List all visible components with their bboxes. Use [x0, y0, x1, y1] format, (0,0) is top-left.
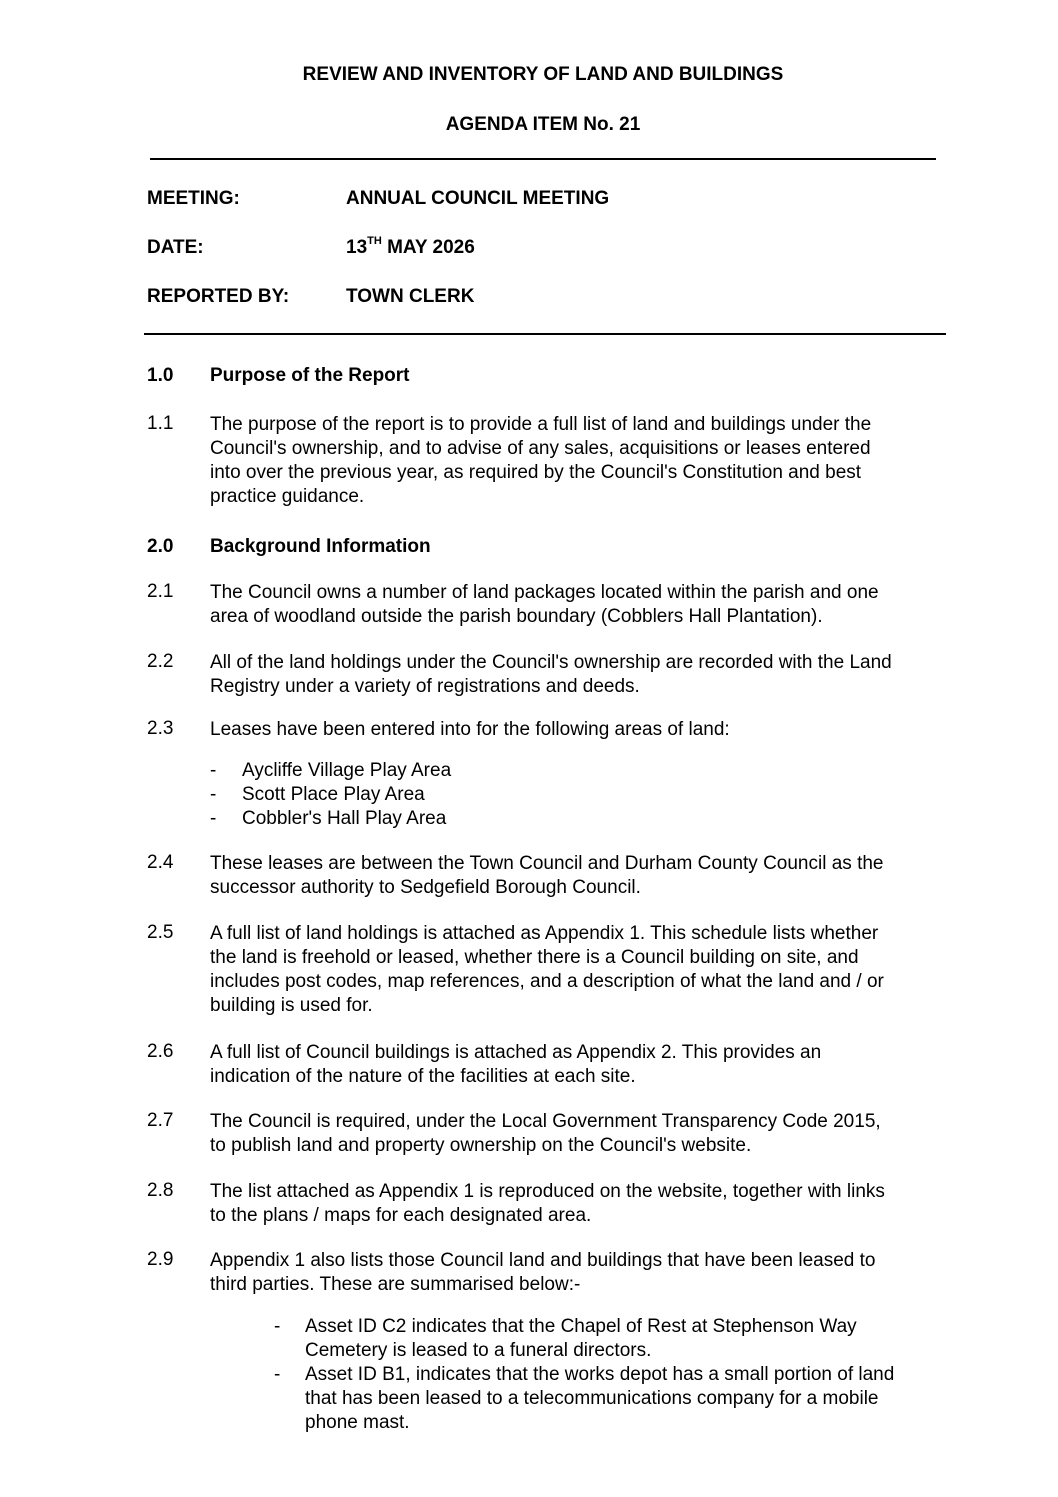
text-line: A full list of Council buildings is attached as Appendix 2. This provides an — [210, 1042, 822, 1063]
list-item — [210, 759, 451, 783]
list-dash: - — [274, 1364, 281, 1385]
paragraph-number: 2.4 — [147, 852, 174, 873]
text-line: Registry under a variety of registrations and deeds. — [210, 676, 640, 697]
list-item — [274, 1363, 894, 1435]
list-item — [274, 1315, 894, 1363]
paragraph-number: 2.7 — [147, 1110, 174, 1131]
paragraph-number: 2.1 — [147, 581, 174, 602]
text-line: Asset ID C2 indicates that the Chapel of Rest at Stephenson Way — [305, 1316, 857, 1337]
text-line: A full list of land holdings is attached as Appendix 1. This schedule lists whether — [210, 923, 879, 944]
agenda-item: AGENDA ITEM No. 21 — [445, 114, 641, 135]
list-dash: - — [210, 760, 217, 781]
text-line: indication of the nature of the facilities at each site. — [210, 1066, 636, 1087]
text-line: Asset ID B1, indicates that the works depot has a small portion of land — [305, 1364, 895, 1385]
text-line: successor authority to Sedgefield Borough Council. — [210, 877, 641, 898]
paragraph-text — [210, 922, 884, 1018]
paragraph-text — [210, 718, 730, 742]
section-heading: Background Information — [210, 536, 431, 557]
text-line: The purpose of the report is to provide a full list of land and buildings under the — [210, 414, 872, 435]
list-dash: - — [210, 808, 217, 829]
paragraph-text — [210, 1041, 821, 1089]
paragraph-text — [210, 1180, 885, 1228]
reported-by-label: REPORTED BY: — [147, 286, 290, 307]
list-item-text: Scott Place Play Area — [242, 784, 425, 805]
paragraph-text — [210, 581, 879, 629]
list-item — [210, 783, 451, 807]
text-line: into over the previous year, as required by the Council's Constitution and best — [210, 462, 862, 483]
text-line: to publish land and property ownership on the Council's website. — [210, 1135, 752, 1156]
paragraph-text — [210, 1110, 881, 1158]
text-line: The Council owns a number of land packages located within the parish and one — [210, 582, 879, 603]
paragraph-text — [210, 651, 892, 699]
date-label: DATE: — [147, 237, 204, 258]
paragraph-number: 2.5 — [147, 922, 174, 943]
meeting-value: ANNUAL COUNCIL MEETING — [346, 188, 610, 209]
paragraph-number: 2.8 — [147, 1180, 174, 1201]
date-rest: MAY 2026 — [381, 237, 475, 258]
date-suffix: TH — [367, 235, 382, 247]
bottom-divider — [144, 333, 946, 335]
paragraph-text — [210, 1249, 875, 1297]
text-line: to the plans / maps for each designated area. — [210, 1205, 592, 1226]
list-item-text: Cobbler's Hall Play Area — [242, 808, 447, 829]
paragraph-number: 2.2 — [147, 651, 174, 672]
paragraph-text — [210, 413, 871, 509]
paragraph-number: 2.9 — [147, 1249, 174, 1270]
text-line: Council's ownership, and to advise of any sales, acquisitions or leases entered — [210, 438, 871, 459]
paragraph-number: 2.6 — [147, 1041, 174, 1062]
list-item-text: Aycliffe Village Play Area — [242, 760, 452, 781]
date-day: 13 — [346, 237, 368, 258]
text-line: phone mast. — [305, 1412, 410, 1433]
text-line: practice guidance. — [210, 486, 365, 507]
text-line: area of woodland outside the parish boundary (Cobblers Hall Plantation). — [210, 606, 823, 627]
paragraph-text — [210, 852, 883, 900]
text-line: Cemetery is leased to a funeral directors. — [305, 1340, 652, 1361]
text-line: All of the land holdings under the Council's ownership are recorded with the Land — [210, 652, 892, 673]
text-line: These leases are between the Town Council and Durham County Council as the — [210, 853, 884, 874]
text-line: includes post codes, map references, and a description of what the land and / or — [210, 971, 884, 992]
section-number: 2.0 — [147, 536, 174, 557]
text-line: that has been leased to a telecommunications company for a mobile — [305, 1388, 879, 1409]
reported-by-value: TOWN CLERK — [346, 286, 475, 307]
text-line: the land is freehold or leased, whether there is a Council building on site, and — [210, 947, 859, 968]
paragraph-number: 1.1 — [147, 413, 174, 434]
section-heading: Purpose of the Report — [210, 365, 410, 386]
section-number: 1.0 — [147, 365, 174, 386]
list-item — [210, 807, 451, 831]
text-line: Appendix 1 also lists those Council land and buildings that have been leased to — [210, 1250, 876, 1271]
text-line: The Council is required, under the Local Government Transparency Code 2015, — [210, 1111, 881, 1132]
document-title: REVIEW AND INVENTORY OF LAND AND BUILDINGS — [302, 64, 784, 85]
date-value — [346, 237, 475, 259]
text-line: building is used for. — [210, 995, 373, 1016]
text-line: Leases have been entered into for the following areas of land: — [210, 719, 730, 740]
lease-list — [210, 759, 451, 831]
top-divider — [150, 158, 936, 160]
list-dash: - — [274, 1316, 281, 1337]
list-dash: - — [210, 784, 217, 805]
leased-assets-list — [274, 1315, 894, 1435]
meeting-label: MEETING: — [147, 188, 240, 209]
text-line: third parties. These are summarised below:- — [210, 1274, 581, 1295]
text-line: The list attached as Appendix 1 is reproduced on the website, together with links — [210, 1181, 885, 1202]
paragraph-number: 2.3 — [147, 718, 174, 739]
